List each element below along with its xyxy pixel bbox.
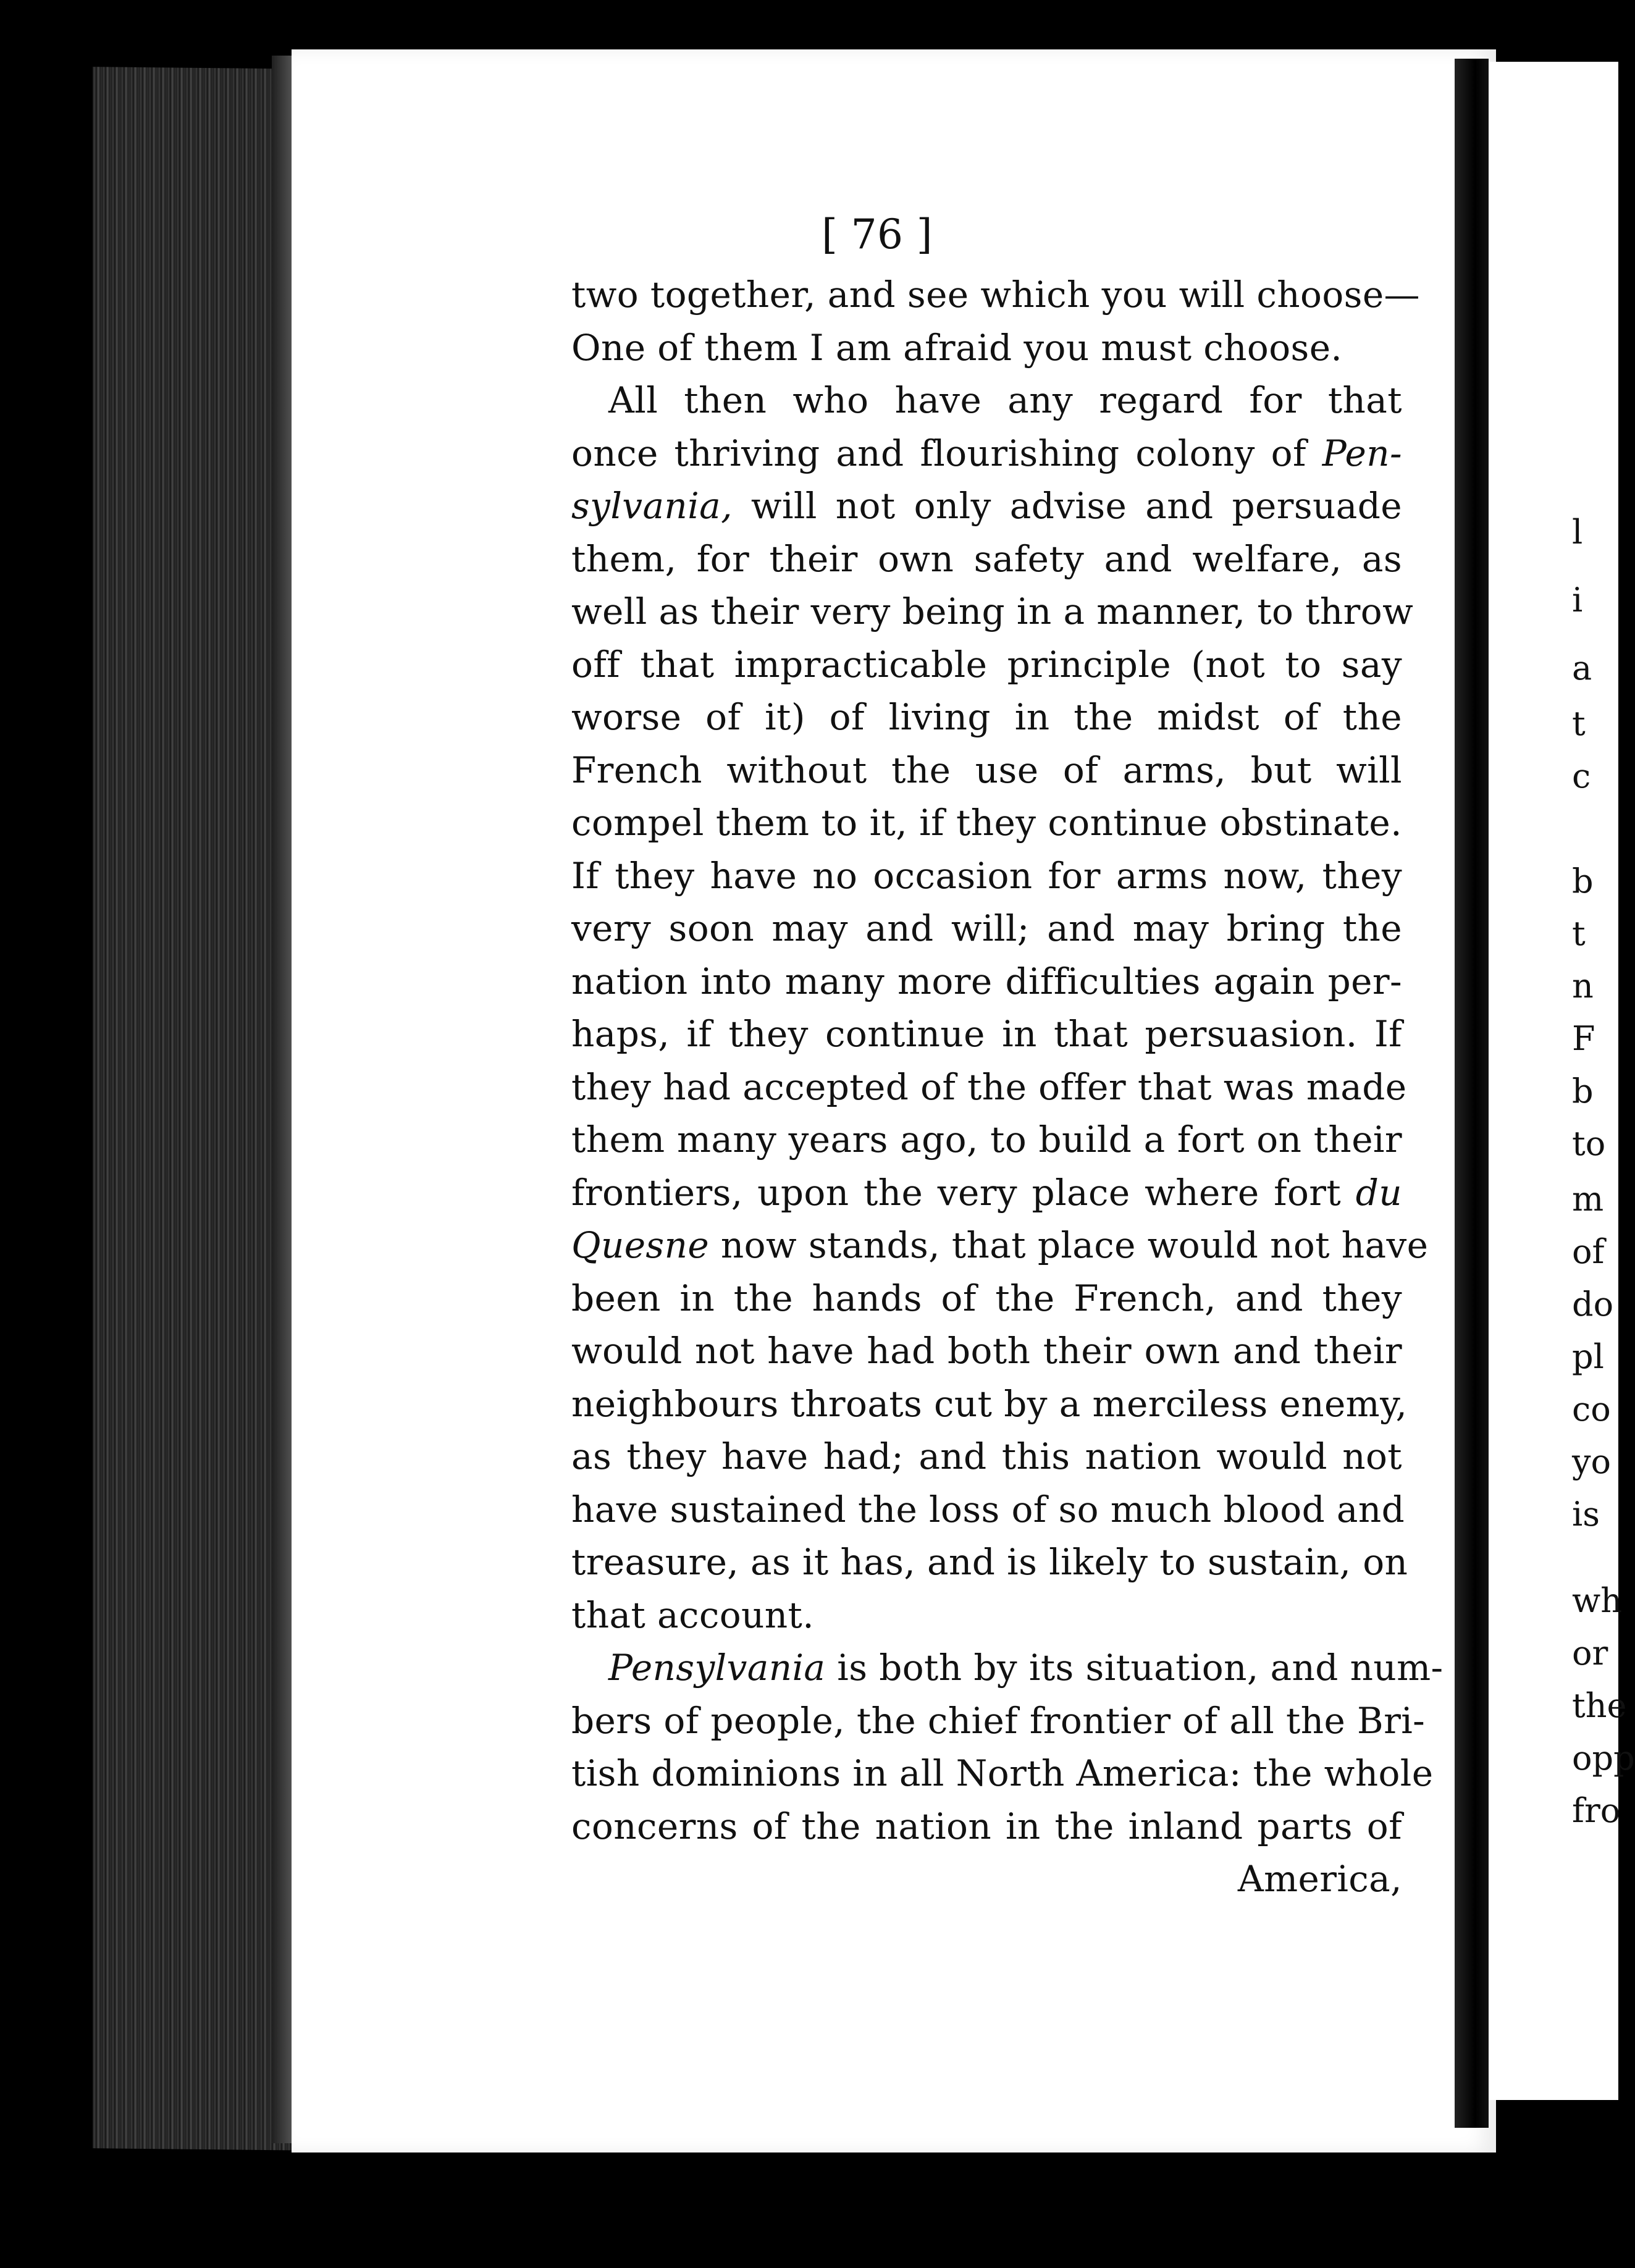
text-line: them, for their own safety and welfare, as bbox=[571, 537, 1402, 580]
text-line: nation into many more difficulties again per- bbox=[571, 960, 1402, 1002]
text-line: that account. bbox=[571, 1594, 815, 1636]
text-line bbox=[571, 480, 1402, 533]
text-line: them many years ago, to build a fort on their bbox=[571, 1119, 1402, 1161]
text-line: compel them to it, if they continue obstinate. bbox=[571, 802, 1402, 844]
facing-fragment: b bbox=[1572, 1072, 1594, 1111]
text-line: very soon may and will; and may bring the bbox=[571, 907, 1402, 949]
facing-fragment: n bbox=[1572, 967, 1594, 1006]
facing-fragment: l bbox=[1572, 513, 1583, 552]
italic-word: sylvania, bbox=[571, 485, 733, 527]
facing-fragment: pl bbox=[1572, 1337, 1604, 1376]
text-segment: is both by its situation, and num- bbox=[825, 1647, 1444, 1689]
facing-fragment: do bbox=[1572, 1285, 1614, 1324]
text-line: off that impracticable principle (not to say bbox=[571, 643, 1402, 686]
facing-fragment: t bbox=[1572, 704, 1586, 743]
text-line bbox=[571, 1167, 1402, 1220]
text-line: French without the use of arms, but will bbox=[571, 749, 1402, 791]
text-line: neighbours throats cut by a merciless enemy, bbox=[571, 1382, 1408, 1425]
text-line bbox=[571, 1642, 1444, 1695]
text-line: haps, if they continue in that persuasion. If bbox=[571, 1013, 1402, 1055]
facing-fragment: c bbox=[1572, 757, 1591, 796]
text-line: If they have no occasion for arms now, they bbox=[571, 854, 1402, 897]
text-line: two together, and see which you will choose— bbox=[571, 274, 1420, 316]
facing-fragment: opp bbox=[1572, 1739, 1635, 1778]
text-line: tish dominions in all North America: the whole bbox=[571, 1752, 1434, 1794]
facing-fragment: m bbox=[1572, 1180, 1604, 1219]
italic-word: du bbox=[1355, 1171, 1402, 1214]
text-line bbox=[571, 427, 1402, 481]
catchword: America, bbox=[1237, 1858, 1402, 1900]
text-line: All then who have any regard for that bbox=[608, 379, 1402, 421]
facing-fragment: is bbox=[1572, 1495, 1600, 1534]
italic-word: Quesne bbox=[571, 1224, 710, 1266]
facing-fragment: wh bbox=[1572, 1581, 1622, 1620]
book-gutter bbox=[1455, 59, 1489, 2128]
text-line bbox=[571, 1219, 1429, 1272]
facing-fragment: to bbox=[1572, 1124, 1606, 1163]
facing-fragment: F bbox=[1572, 1019, 1595, 1058]
text-line: bers of people, the chief frontier of all the Bri- bbox=[571, 1699, 1426, 1742]
text-line: would not have had both their own and their bbox=[571, 1330, 1402, 1372]
text-segment: once thriving and flourishing colony of bbox=[571, 432, 1322, 474]
facing-fragment: fro bbox=[1572, 1791, 1621, 1830]
facing-fragment: co bbox=[1572, 1390, 1611, 1429]
facing-fragment: or bbox=[1572, 1634, 1608, 1673]
text-line: they had accepted of the offer that was made bbox=[571, 1065, 1407, 1108]
italic-word: Pen- bbox=[1322, 432, 1402, 474]
facing-fragment: i bbox=[1572, 581, 1583, 620]
facing-fragment: of bbox=[1572, 1232, 1605, 1271]
facing-page-text-fragments bbox=[1572, 0, 1635, 2268]
text-line: have sustained the loss of so much blood and bbox=[571, 1488, 1405, 1531]
page-text bbox=[571, 201, 1444, 1906]
facing-fragment: a bbox=[1572, 649, 1592, 687]
text-segment: now stands, that place would not have bbox=[709, 1224, 1429, 1266]
text-line: One of them I am afraid you must choose. bbox=[571, 326, 1343, 369]
text-line: treasure, as it has, and is likely to sustain, on bbox=[571, 1541, 1408, 1583]
italic-word: Pensylvania bbox=[608, 1647, 826, 1689]
text-line: been in the hands of the French, and they bbox=[571, 1277, 1402, 1319]
text-line: concerns of the nation in the inland parts of bbox=[571, 1805, 1402, 1847]
text-segment: will not only advise and persuade bbox=[732, 485, 1402, 527]
facing-fragment: the bbox=[1572, 1686, 1627, 1725]
facing-fragment: b bbox=[1572, 862, 1594, 901]
facing-fragment: t bbox=[1572, 914, 1586, 953]
facing-fragment: yo bbox=[1572, 1442, 1612, 1481]
text-line: well as their very being in a manner, to throw bbox=[571, 590, 1414, 632]
text-segment: frontiers, upon the very place where fort bbox=[571, 1171, 1356, 1214]
page-number-header: [ 76 ] bbox=[822, 211, 933, 258]
text-line: as they have had; and this nation would not bbox=[571, 1435, 1402, 1477]
text-line: worse of it) of living in the midst of the bbox=[571, 696, 1402, 738]
